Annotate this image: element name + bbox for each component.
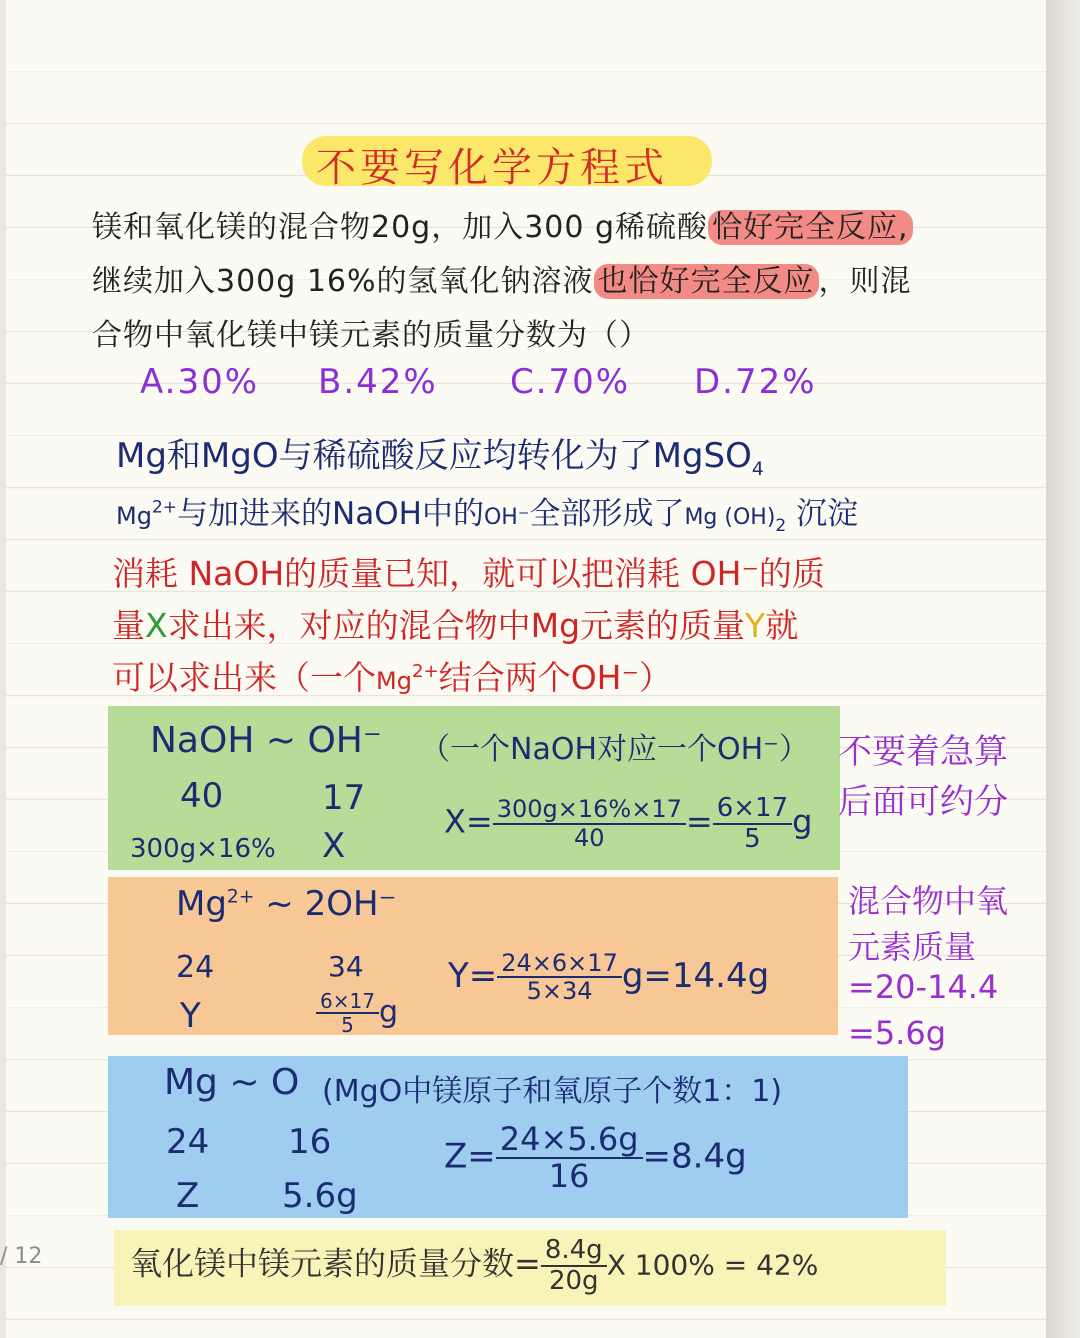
green-equation: X= $\frac{300g\times 16\%\times 17}{40}$ = $\frac{6\times 17}{5}$ g	[444, 793, 813, 854]
blue-r1c2: 16	[288, 1122, 332, 1162]
blue-header: Mg ~ O	[164, 1062, 300, 1103]
green-r1c2: 17	[322, 778, 366, 818]
blue-r1c1: 24	[166, 1122, 210, 1162]
superscript: 2+	[411, 661, 439, 682]
fraction: $\frac{6\times 17}{5}$	[713, 794, 792, 853]
question-line-3: 合物中氧化镁中镁元素的质量分数为（）	[92, 318, 650, 353]
side-note-1-line-1: 不要着急算	[838, 732, 1008, 772]
green-r1c1: 40	[180, 776, 224, 816]
variable-x: X	[145, 606, 168, 645]
fraction: $\frac{24\times 5.6g}{16}$	[496, 1122, 643, 1194]
question-line-2	[92, 256, 912, 300]
page-indicator: / 12	[0, 1244, 43, 1269]
explain-text: 全部形成了	[529, 496, 685, 532]
side-note-2-line-3: =20-14.4	[848, 968, 999, 1006]
page-title: 不要写化学方程式	[316, 145, 668, 191]
explain-text: 与加进来的NaOH中的	[177, 496, 484, 532]
explain-text: Mg和MgO与稀硫酸反应均转化为了MgSO	[116, 436, 752, 476]
side-note-1-line-2: 后面可约分	[838, 782, 1008, 822]
red-note-text: 求出来，对应的混合物中Mg元素的质量	[167, 606, 746, 645]
red-note-text: 量	[112, 606, 145, 645]
superscript: 2+	[226, 886, 255, 908]
option-a: A.30%	[140, 362, 260, 402]
blue-r2c2: 5.6g	[282, 1176, 358, 1216]
red-note-line-1: 消耗 NaOH的质量已知，就可以把消耗 OH⁻的质	[112, 554, 825, 593]
page-edge	[1046, 0, 1080, 1338]
superscript: 2+	[151, 497, 178, 518]
subscript: 2	[775, 516, 787, 537]
orange-r2c2: $\frac{6\times 17}{5}$ g	[316, 990, 398, 1036]
variable-y: Y	[745, 606, 766, 645]
oh-ion: OH⁻	[483, 505, 530, 530]
option-c: C.70%	[510, 362, 631, 402]
question-text: 镁和氧化镁的混合物20g，加入300 g稀硫酸	[92, 210, 709, 245]
green-r2c1: 300g×16%	[130, 834, 276, 864]
side-note-2-line-1: 混合物中氧	[848, 882, 1009, 920]
red-note-line-2	[112, 600, 798, 647]
mg-ion: Mg	[376, 667, 412, 695]
side-note-2-line-2: 元素质量	[848, 928, 977, 966]
red-note-text: 可以求出来（一个	[112, 658, 376, 697]
orange-r2c1: Y	[180, 996, 201, 1036]
fraction: $\frac{8.4g}{20g}$	[541, 1236, 607, 1295]
orange-r1c2: 34	[328, 950, 364, 983]
final-answer: 氧化镁中镁元素的质量分数= $\frac{8.4g}{20g}$ X 100% = 42%	[130, 1235, 819, 1296]
equation-lhs: X=	[444, 802, 493, 841]
option-b: B.42%	[318, 362, 438, 402]
question-highlight: 也恰好完全反应	[594, 264, 819, 299]
green-r2c2: X	[322, 826, 346, 866]
mg-ion: Mg	[176, 884, 227, 924]
orange-r1c1: 24	[176, 950, 215, 985]
fraction: $\frac{24\times 6\times 17}{5\times 34}$	[497, 950, 622, 1005]
blue-equation: Z= $\frac{24\times 5.6g}{16}$ =8.4g	[444, 1120, 747, 1196]
mg-ion: Mg	[116, 502, 152, 530]
side-note-2-line-4: =5.6g	[848, 1014, 947, 1052]
question-line-1	[92, 202, 913, 246]
explain-line-2	[116, 488, 858, 536]
red-note-line-3	[112, 652, 672, 699]
orange-equation: Y= $\frac{24\times 6\times 17}{5\times 34}$ g=14.4g	[448, 949, 770, 1006]
blue-header-note: (MgO中镁原子和氧原子个数1：1)	[322, 1074, 783, 1109]
red-note-text: 就	[765, 606, 799, 645]
mg-hydroxide: Mg (OH)	[684, 505, 776, 530]
question-text: 继续加入300g 16%的氢氧化钠溶液	[92, 264, 594, 299]
orange-header: $Mg^{2+}$ ~ 2OH⁻	[176, 884, 397, 924]
red-note-text: 结合两个OH⁻）	[438, 658, 672, 697]
green-header: NaOH ~ OH⁻	[150, 720, 382, 761]
green-header-note: （一个NaOH对应一个OH⁻）	[420, 732, 810, 767]
subscript: 4	[751, 458, 764, 480]
question-text: ，则混	[818, 264, 912, 299]
fraction: $\frac{6\times 17}{5}$	[316, 990, 379, 1036]
explain-text: 沉淀	[786, 496, 859, 532]
fraction: $\frac{300g\times 16\%\times 17}{40}$	[493, 796, 686, 851]
question-highlight: 恰好完全反应,	[708, 210, 913, 245]
explain-line-1	[116, 428, 764, 480]
option-d: D.72%	[694, 362, 817, 402]
blue-r2c1: Z	[176, 1176, 200, 1216]
